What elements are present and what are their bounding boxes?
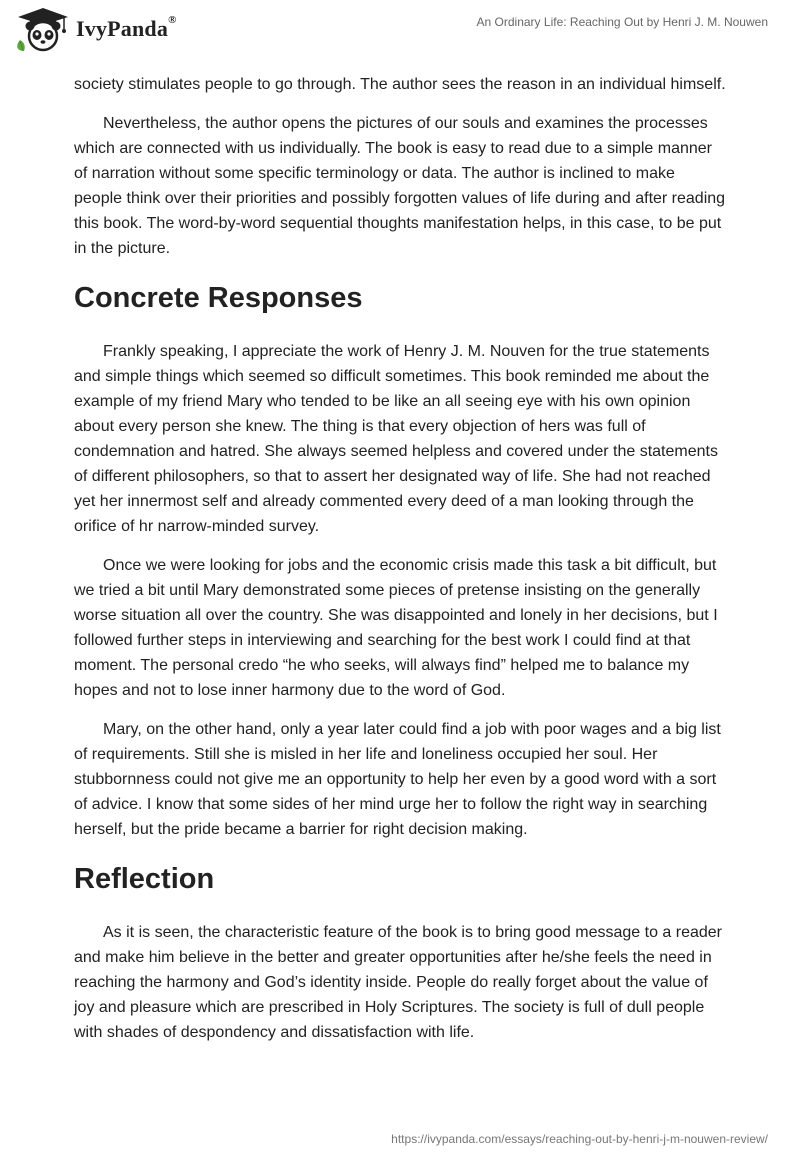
section-heading-reflection: Reflection: [74, 863, 215, 895]
panda-graduate-icon: [14, 6, 72, 52]
document-title: An Ordinary Life: Reaching Out by Henri J. M. Nouwen: [476, 15, 768, 29]
paragraph: society stimulates people to go through. The author sees the reason in an individual himself.: [74, 76, 726, 93]
paragraph: Mary, on the other hand, only a year later could find a job with poor wages and a big list of requirements. Still she is misled in her life and loneliness occupied her soul. Her stubbornness could not give me an opportunity to help her even by a good word with a sort of advice. I know that some sides of her mind urge her to follow the right way in searching herself, but the pride became a barrier for right decision making.: [74, 721, 721, 838]
page-header: [0, 0, 800, 66]
source-url[interactable]: https://ivypanda.com/essays/reaching-out-by-henri-j-m-nouwen-review/: [391, 1132, 768, 1146]
essay-body: [74, 72, 726, 1059]
ivypanda-logo[interactable]: [14, 6, 177, 52]
paragraph: Once we were looking for jobs and the economic crisis made this task a bit difficult, but we tried a bit until Mary demonstrated some pieces of pretense insisting on the generally worse situation all over the country. She was disappointed and lonely in her decisions, but I followed further steps in interviewing and searching for the best work I could find at that moment. The personal credo “he who seeks, will always find” helped me to balance my hopes and not to lose inner harmony due to the word of God.: [74, 557, 718, 699]
section-heading-concrete-responses: Concrete Responses: [74, 282, 363, 314]
paragraph: Frankly speaking, I appreciate the work of Henry J. M. Nouven for the true statements and simple things which seemed so difficult sometimes. This book reminded me about the example of my friend Mary who tended to be like an all seeing eye with his own opinion about every person she knew. The thing is that every objection of hers was full of condemnation and hatred. She always seemed helpless and covered under the statements of different philosophers, so that to assert her designated way of life. She had not reached yet her innermost self and already commented every deed of a man looking through the orifice of hr narrow-minded survey.: [74, 343, 718, 535]
paragraph: Nevertheless, the author opens the pictures of our souls and examines the processes which are connected with us individually. The book is easy to read due to a simple manner of narration without some specific terminology or data. The author is inclined to make people think over their priorities and possibly forgotten values of life during and after reading this book. The word-by-word sequential thoughts manifestation helps, in this case, to be put in the picture.: [74, 115, 726, 257]
brand-name: IvyPanda®: [76, 14, 177, 41]
paragraph: As it is seen, the characteristic feature of the book is to bring good message to a reader and make him believe in the better and greater opportunities after he/she feels the need in reaching the harmony and God’s identity inside. People do really forget about the value of joy and pleasure which are prescribed in Holy Scriptures. The society is full of dull people with shades of despondency and dissatisfaction with life.: [74, 924, 723, 1041]
